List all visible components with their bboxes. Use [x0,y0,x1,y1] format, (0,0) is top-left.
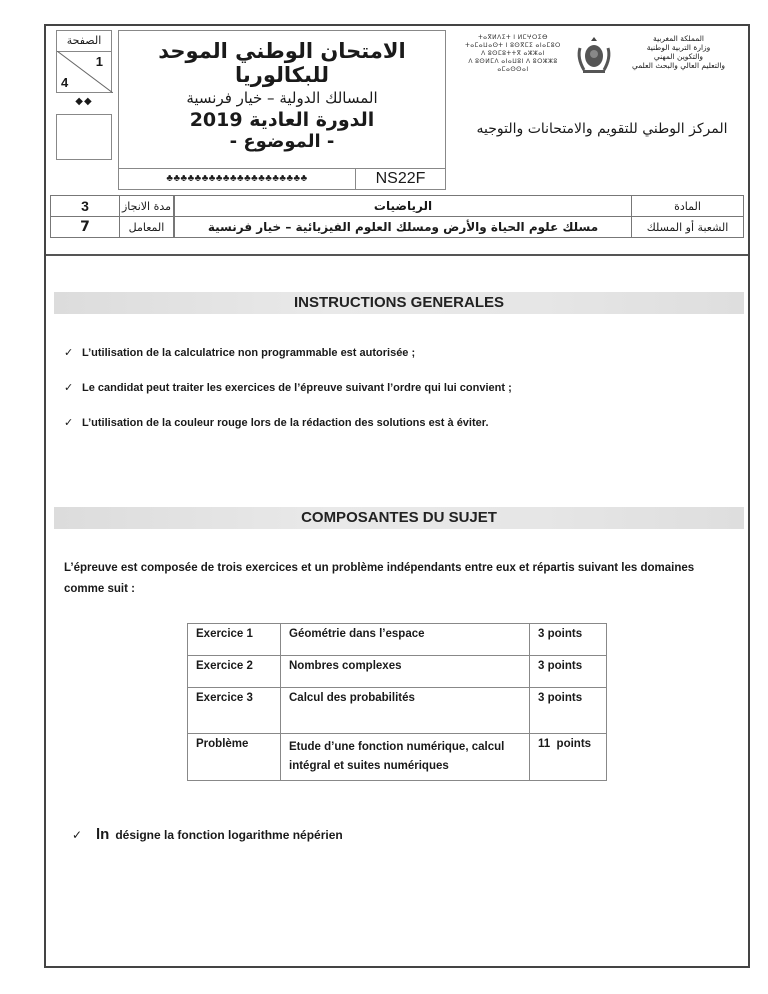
exam-page [44,24,750,968]
diamonds-marker: ◆◆ [75,96,93,107]
duration-value: 3 [50,195,120,217]
check-icon: ✓ [64,347,74,359]
instruction-item: ✓ Le candidat peut traiter les exercices de l’épreuve suivant l’ordre qui lui convient ; [64,382,512,394]
components-title: COMPOSANTES DU SUJET [54,507,744,529]
exam-title: الامتحان الوطني الموحد للبكالوريا [158,39,406,87]
components-intro: L’épreuve est composée de trois exercices et un problème indépendants entre eux et répartis suivant les domaines comme suit : [64,562,695,595]
instruction-item: ✓ L’utilisation de la calculatrice non programmable est autorisée ; [64,347,416,359]
exam-session: الدورة العادية 2019 [189,109,375,131]
coefficient-label: المعامل [119,216,174,238]
page-number: 1 [95,54,103,69]
page-fraction [56,51,112,93]
coat-of-arms-icon [574,34,614,76]
components-table [187,623,607,781]
coefficient-value: 7 [50,216,120,238]
branch-label: الشعبة أو المسلك [631,216,744,238]
points-cell: 3 points [530,624,607,656]
page-label: الصفحة [56,30,112,52]
exam-subtitle: المسالك الدولية – خيار فرنسية [186,89,378,107]
part-cell: Problème [188,734,281,781]
subject-value: الرياضيات [174,195,632,217]
ln-note: ✓ ln désigne la fonction logarithme népérien [72,826,343,843]
blank-box [56,114,112,160]
ln-symbol: ln [96,826,110,843]
instruction-item: ✓ L’utilisation de la couleur rouge lors de la rédaction des solutions est à éviter. [64,417,489,429]
exam-code: NS22F [355,168,446,190]
part-cell: Exercice 2 [188,656,281,688]
table-row [188,624,607,656]
check-icon: ✓ [64,417,74,429]
domain-cell: Nombres complexes [281,656,530,688]
duration-label: مدة الانجاز [119,195,174,217]
part-cell: Exercice 3 [188,688,281,734]
subject-label: المادة [631,195,744,217]
subject-tag: - الموضوع - [229,131,335,152]
check-icon: ✓ [72,828,83,842]
table-row [188,688,607,734]
branch-value: مسلك علوم الحياة والأرض ومسلك العلوم الفيزيائية – خيار فرنسية [174,216,632,238]
instructions-title: INSTRUCTIONS GENERALES [54,292,744,314]
part-cell: Exercice 1 [188,624,281,656]
domain-cell: Etude d’une fonction numérique, calcul intégral et suites numériques [281,734,530,781]
domain-cell: Géométrie dans l’espace [281,624,530,656]
table-row [188,734,607,781]
points-cell: 3 points [530,656,607,688]
page-total: 4 [61,75,69,90]
ministry-name: المملكة المغربية وزارة التربية الوطنية والتكوين المهني والتعليم العالي والبحث العلمي [631,34,726,70]
tifinagh-ministry-name: ⵜⴰⴳⵍⴷⵉⵜ ⵏ ⵍⵎⵖⵔⵉⴱ ⵜⴰⵎⴰⵡⴰⵙⵜ ⵏ ⵓⵙⴳⵎⵉ ⴰⵏⴰⵎⵓⵔ ⴷ ⵓⵙⵎⵓⵜⵜⴳ ⴰⵣⵣⴰⵏ ⴷ ⵓⵙⵍⵎⴷ ⴰⵏⴰⵡⵓⵏ ⴷ ⵓⵔⵣⵣⵓ ⴰⵎⴰⵙⵙⴰⵏ [465,35,561,73]
evaluation-center-name: المركز الوطني للتقويم والامتحانات والتوجيه [476,121,728,137]
points-cell: 11 points [530,734,607,781]
stars-row: ♣♣♣♣♣♣♣♣♣♣♣♣♣♣♣♣♣♣♣♣ [118,168,356,190]
domain-cell: Calcul des probabilités [281,688,530,734]
points-cell: 3 points [530,688,607,734]
table-row [188,656,607,688]
check-icon: ✓ [64,382,74,394]
header-separator [46,254,748,256]
exam-title-block [118,30,446,169]
